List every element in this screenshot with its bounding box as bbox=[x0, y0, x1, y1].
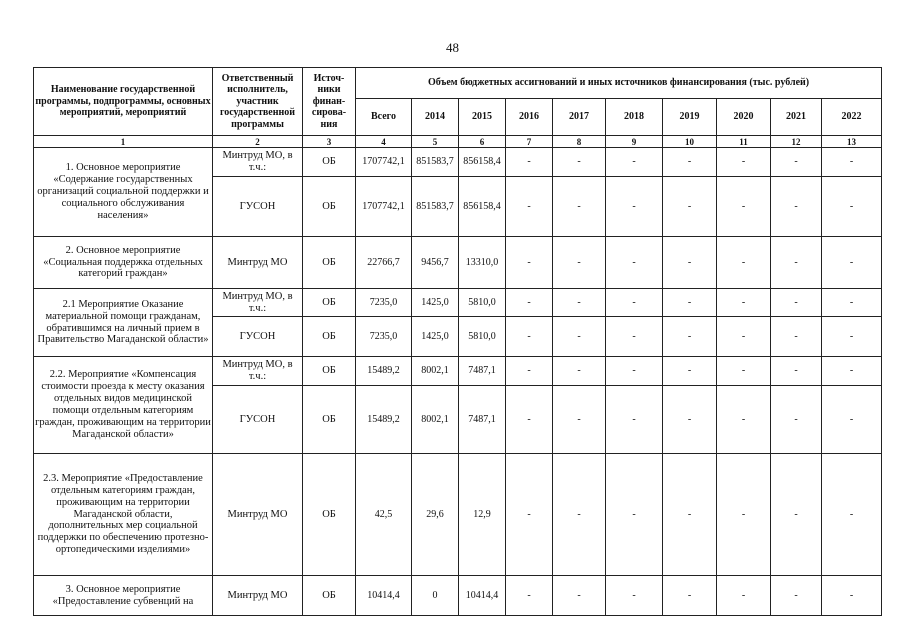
year-value-cell: - bbox=[553, 454, 606, 576]
year-2014-cell: 1425,0 bbox=[412, 289, 459, 317]
year-2014-cell: 29,6 bbox=[412, 454, 459, 576]
year-value-cell: - bbox=[506, 237, 553, 289]
source-cell: ОБ bbox=[303, 357, 356, 386]
year-value-cell: - bbox=[606, 148, 663, 177]
year-value-cell: - bbox=[717, 237, 771, 289]
year-value-cell: - bbox=[606, 317, 663, 357]
executor-cell: Минтруд МО bbox=[213, 576, 303, 616]
year-2014-cell: 8002,1 bbox=[412, 386, 459, 454]
source-cell: ОБ bbox=[303, 317, 356, 357]
year-value-cell: - bbox=[606, 289, 663, 317]
column-number: 10 bbox=[663, 136, 717, 148]
year-value-cell: - bbox=[506, 148, 553, 177]
table-row bbox=[34, 357, 882, 386]
table-row bbox=[34, 237, 882, 289]
header-year: 2015 bbox=[459, 99, 506, 136]
year-value-cell: - bbox=[506, 576, 553, 616]
year-2014-cell: 1425,0 bbox=[412, 317, 459, 357]
year-value-cell: - bbox=[506, 289, 553, 317]
year-2015-cell: 5810,0 bbox=[459, 289, 506, 317]
column-number: 2 bbox=[213, 136, 303, 148]
year-value-cell: - bbox=[822, 177, 882, 237]
total-cell: 1707742,1 bbox=[356, 177, 412, 237]
year-value-cell: - bbox=[822, 454, 882, 576]
year-value-cell: - bbox=[663, 177, 717, 237]
year-value-cell: - bbox=[771, 237, 822, 289]
year-value-cell: - bbox=[663, 148, 717, 177]
year-value-cell: - bbox=[771, 177, 822, 237]
header-total: Всего bbox=[356, 99, 412, 136]
header-source: Источ-ники финан-сирова-ния bbox=[303, 68, 356, 136]
total-cell: 1707742,1 bbox=[356, 148, 412, 177]
year-2014-cell: 0 bbox=[412, 576, 459, 616]
year-value-cell: - bbox=[606, 177, 663, 237]
header-year: 2017 bbox=[553, 99, 606, 136]
year-value-cell: - bbox=[606, 454, 663, 576]
year-value-cell: - bbox=[717, 576, 771, 616]
executor-cell: Минтруд МО, в т.ч.: bbox=[213, 289, 303, 317]
year-value-cell: - bbox=[663, 454, 717, 576]
year-2015-cell: 856158,4 bbox=[459, 177, 506, 237]
year-2014-cell: 8002,1 bbox=[412, 357, 459, 386]
table-row bbox=[34, 148, 882, 177]
year-value-cell: - bbox=[717, 386, 771, 454]
total-cell: 22766,7 bbox=[356, 237, 412, 289]
budget-table bbox=[33, 67, 882, 616]
year-value-cell: - bbox=[822, 576, 882, 616]
column-number: 13 bbox=[822, 136, 882, 148]
header-year: 2020 bbox=[717, 99, 771, 136]
year-value-cell: - bbox=[717, 454, 771, 576]
table-row bbox=[34, 454, 882, 576]
header-year: 2014 bbox=[412, 99, 459, 136]
year-value-cell: - bbox=[771, 289, 822, 317]
executor-cell: ГУСОН bbox=[213, 177, 303, 237]
year-value-cell: - bbox=[606, 386, 663, 454]
page-number: 48 bbox=[446, 40, 459, 55]
executor-cell: Минтруд МО, в т.ч.: bbox=[213, 357, 303, 386]
year-2015-cell: 856158,4 bbox=[459, 148, 506, 177]
year-value-cell: - bbox=[506, 177, 553, 237]
year-2014-cell: 851583,7 bbox=[412, 177, 459, 237]
year-value-cell: - bbox=[663, 357, 717, 386]
year-value-cell: - bbox=[506, 454, 553, 576]
year-value-cell: - bbox=[717, 148, 771, 177]
year-value-cell: - bbox=[506, 357, 553, 386]
total-cell: 42,5 bbox=[356, 454, 412, 576]
source-cell: ОБ bbox=[303, 576, 356, 616]
year-value-cell: - bbox=[822, 317, 882, 357]
activity-name: 2.2. Мероприятие «Компенсация стоимости проезда к месту оказания отдельных видов медицинской помощи отдельным категориям граждан, проживающим на территории Магаданской области» bbox=[34, 357, 213, 454]
header-funding: Объем бюджетных ассигнований и иных источников финансирования (тыс. рублей) bbox=[356, 68, 882, 99]
year-2015-cell: 5810,0 bbox=[459, 317, 506, 357]
column-number: 9 bbox=[606, 136, 663, 148]
table-row bbox=[34, 576, 882, 616]
activity-name: 2. Основное мероприятие «Социальная поддержка отдельных категорий граждан» bbox=[34, 237, 213, 289]
activity-name: 2.3. Мероприятие «Предоставление отдельным категориям граждан, проживающим на территории Магаданской области, дополнительных мер социальной поддержки по обеспечению протезно-ортопедическими изделиями» bbox=[34, 454, 213, 576]
year-value-cell: - bbox=[606, 357, 663, 386]
executor-cell: Минтруд МО, в т.ч.: bbox=[213, 148, 303, 177]
column-number: 4 bbox=[356, 136, 412, 148]
column-number: 6 bbox=[459, 136, 506, 148]
total-cell: 15489,2 bbox=[356, 386, 412, 454]
column-number: 11 bbox=[717, 136, 771, 148]
year-value-cell: - bbox=[717, 289, 771, 317]
year-value-cell: - bbox=[771, 576, 822, 616]
year-2015-cell: 7487,1 bbox=[459, 386, 506, 454]
executor-cell: ГУСОН bbox=[213, 317, 303, 357]
year-value-cell: - bbox=[506, 386, 553, 454]
year-value-cell: - bbox=[663, 317, 717, 357]
year-value-cell: - bbox=[717, 177, 771, 237]
year-2015-cell: 10414,4 bbox=[459, 576, 506, 616]
year-value-cell: - bbox=[606, 576, 663, 616]
column-number: 3 bbox=[303, 136, 356, 148]
year-2014-cell: 851583,7 bbox=[412, 148, 459, 177]
year-2015-cell: 7487,1 bbox=[459, 357, 506, 386]
year-value-cell: - bbox=[663, 576, 717, 616]
year-value-cell: - bbox=[822, 386, 882, 454]
source-cell: ОБ bbox=[303, 386, 356, 454]
year-value-cell: - bbox=[771, 386, 822, 454]
header-year: 2022 bbox=[822, 99, 882, 136]
year-value-cell: - bbox=[553, 289, 606, 317]
year-value-cell: - bbox=[717, 317, 771, 357]
year-2014-cell: 9456,7 bbox=[412, 237, 459, 289]
year-value-cell: - bbox=[506, 317, 553, 357]
activity-name: 3. Основное мероприятие «Предоставление субвенций на bbox=[34, 576, 213, 616]
year-value-cell: - bbox=[771, 317, 822, 357]
executor-cell: ГУСОН bbox=[213, 386, 303, 454]
year-value-cell: - bbox=[717, 357, 771, 386]
column-number: 8 bbox=[553, 136, 606, 148]
total-cell: 7235,0 bbox=[356, 289, 412, 317]
year-value-cell: - bbox=[822, 289, 882, 317]
year-value-cell: - bbox=[822, 357, 882, 386]
executor-cell: Минтруд МО bbox=[213, 454, 303, 576]
year-value-cell: - bbox=[663, 386, 717, 454]
year-value-cell: - bbox=[553, 177, 606, 237]
header-executor: Ответственный исполнитель, участник государственной программы bbox=[213, 68, 303, 136]
year-value-cell: - bbox=[822, 148, 882, 177]
source-cell: ОБ bbox=[303, 148, 356, 177]
header-name: Наименование государственной программы, подпрограммы, основных мероприятий, мероприятий bbox=[34, 68, 213, 136]
total-cell: 15489,2 bbox=[356, 357, 412, 386]
year-value-cell: - bbox=[771, 357, 822, 386]
activity-name: 1. Основное мероприятие «Содержание государственных организаций социальной поддержки и социального обслуживания населения» bbox=[34, 148, 213, 237]
source-cell: ОБ bbox=[303, 289, 356, 317]
table-row bbox=[34, 289, 882, 317]
header-year: 2018 bbox=[606, 99, 663, 136]
year-value-cell: - bbox=[553, 148, 606, 177]
year-value-cell: - bbox=[663, 289, 717, 317]
year-value-cell: - bbox=[553, 237, 606, 289]
source-cell: ОБ bbox=[303, 454, 356, 576]
year-value-cell: - bbox=[553, 386, 606, 454]
column-number: 7 bbox=[506, 136, 553, 148]
header-year: 2019 bbox=[663, 99, 717, 136]
year-value-cell: - bbox=[606, 237, 663, 289]
year-value-cell: - bbox=[553, 317, 606, 357]
column-number: 12 bbox=[771, 136, 822, 148]
year-value-cell: - bbox=[553, 357, 606, 386]
year-value-cell: - bbox=[822, 237, 882, 289]
year-value-cell: - bbox=[553, 576, 606, 616]
year-value-cell: - bbox=[771, 148, 822, 177]
header-year: 2021 bbox=[771, 99, 822, 136]
total-cell: 10414,4 bbox=[356, 576, 412, 616]
source-cell: ОБ bbox=[303, 177, 356, 237]
column-number: 1 bbox=[34, 136, 213, 148]
year-value-cell: - bbox=[771, 454, 822, 576]
column-number: 5 bbox=[412, 136, 459, 148]
header-year: 2016 bbox=[506, 99, 553, 136]
table-body bbox=[34, 148, 882, 616]
activity-name: 2.1 Мероприятие Оказание материальной помощи гражданам, обратившимся на личный прием в Правительство Магаданской области» bbox=[34, 289, 213, 357]
year-2015-cell: 12,9 bbox=[459, 454, 506, 576]
executor-cell: Минтруд МО bbox=[213, 237, 303, 289]
total-cell: 7235,0 bbox=[356, 317, 412, 357]
source-cell: ОБ bbox=[303, 237, 356, 289]
year-2015-cell: 13310,0 bbox=[459, 237, 506, 289]
year-value-cell: - bbox=[663, 237, 717, 289]
